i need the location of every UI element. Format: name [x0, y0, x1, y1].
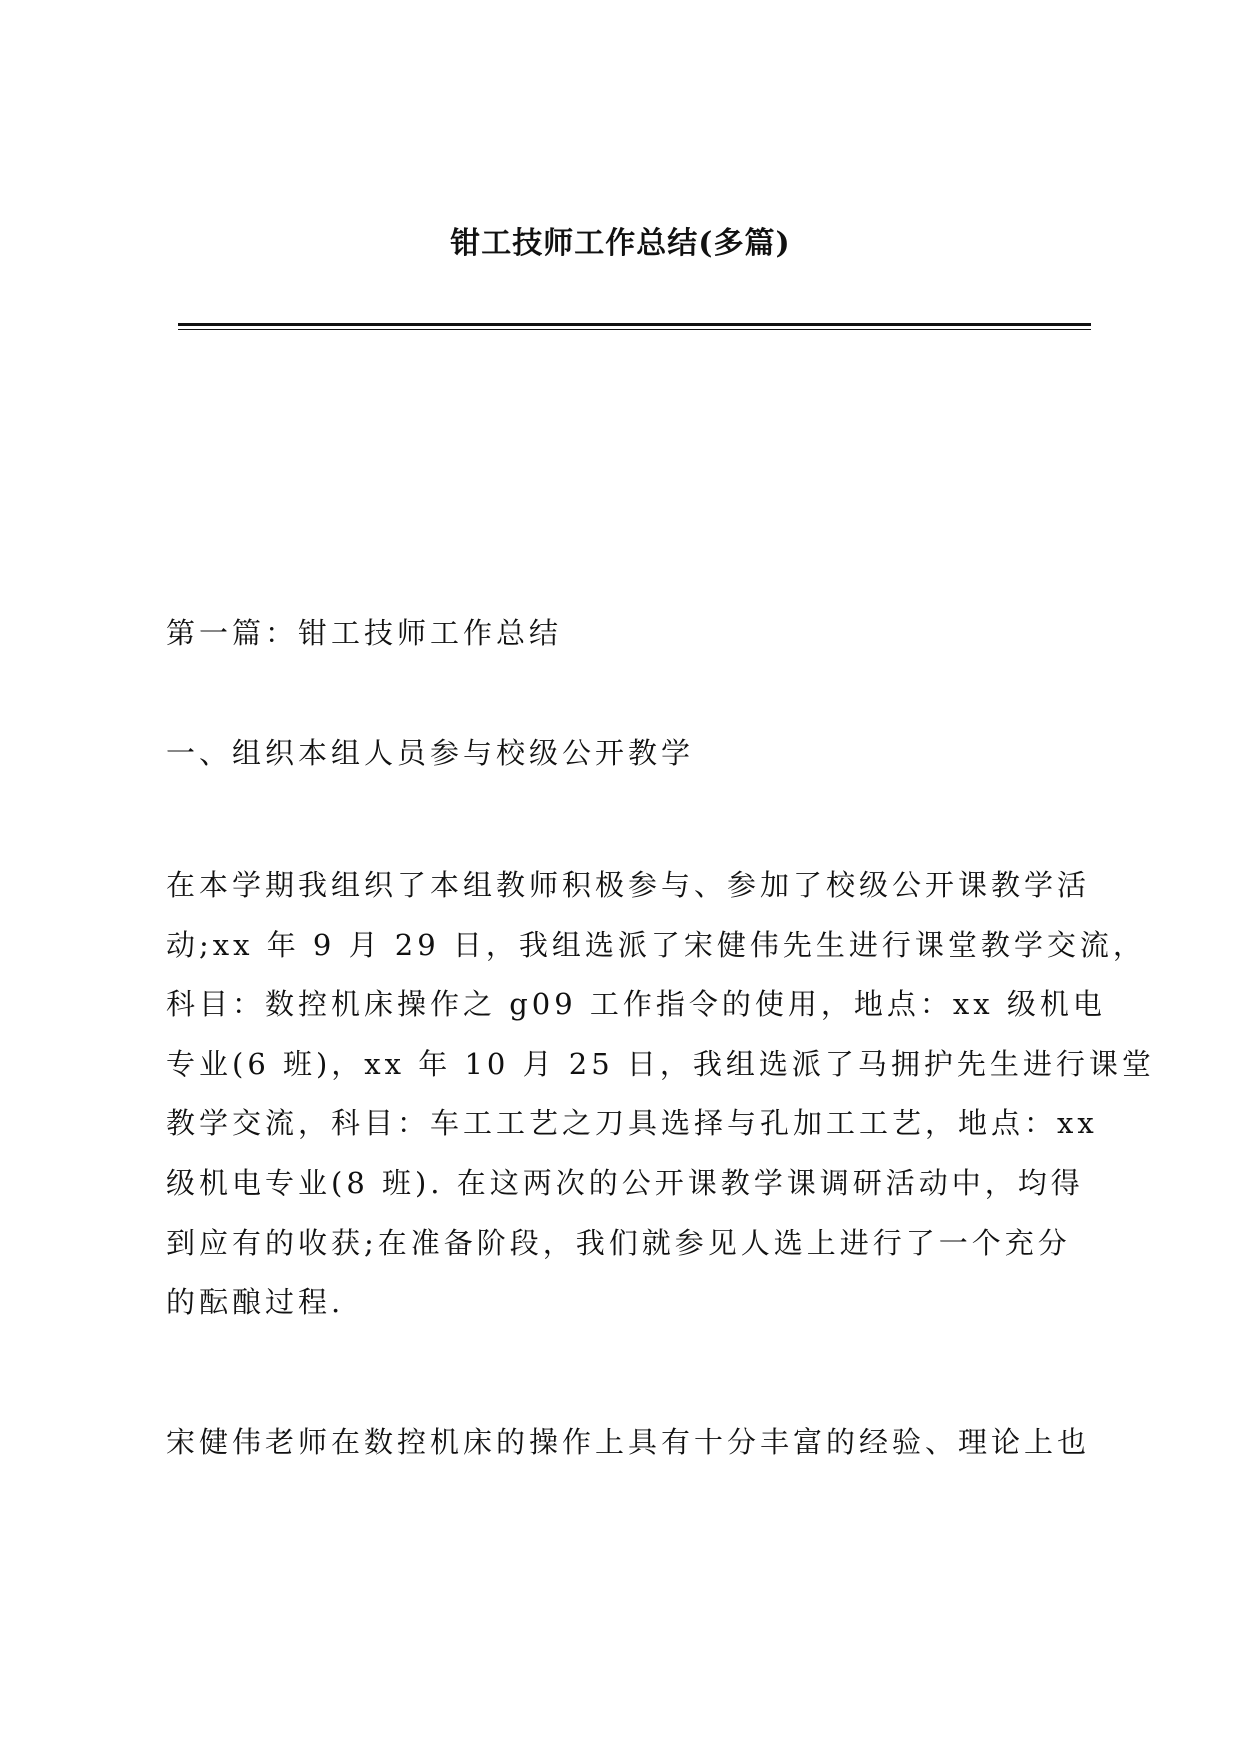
document-title: 钳工技师工作总结(多篇) [450, 226, 791, 261]
paragraph-2 [166, 1413, 1096, 1473]
paragraph-1 [166, 856, 1155, 1333]
paragraph-line: 级机电专业(8 班). 在这两次的公开课教学课调研活动中，均得 [166, 1165, 1084, 1200]
paragraph-line: 专业(6 班)，xx 年 10 月 25 日，我组选派了马拥护先生进行课堂 [166, 1046, 1155, 1081]
title-double-rule [178, 323, 1091, 330]
paragraph-line: 动;xx 年 9 月 29 日，我组选派了宋健伟先生进行课堂教学交流， [166, 927, 1146, 962]
document-body [166, 612, 1155, 1472]
paragraph-line: 宋健伟老师在数控机床的操作上具有十分丰富的经验、理论上也 [166, 1424, 1091, 1459]
paragraph-line: 到应有的收获;在准备阶段，我们就参见人选上进行了一个充分 [166, 1225, 1071, 1260]
subheading: 一、组织本组人员参与校级公开教学 [166, 736, 695, 770]
section-heading: 第一篇：钳工技师工作总结 [166, 616, 563, 650]
paragraph-line: 的酝酿过程. [166, 1285, 345, 1320]
paragraph-line: 教学交流，科目：车工工艺之刀具选择与孔加工工艺，地点：xx [166, 1106, 1098, 1141]
paragraph-line: 在本学期我组织了本组教师积极参与、参加了校级公开课教学活 [166, 868, 1091, 902]
paragraph-line: 科目：数控机床操作之 g09 工作指令的使用，地点：xx 级机电 [166, 987, 1106, 1022]
